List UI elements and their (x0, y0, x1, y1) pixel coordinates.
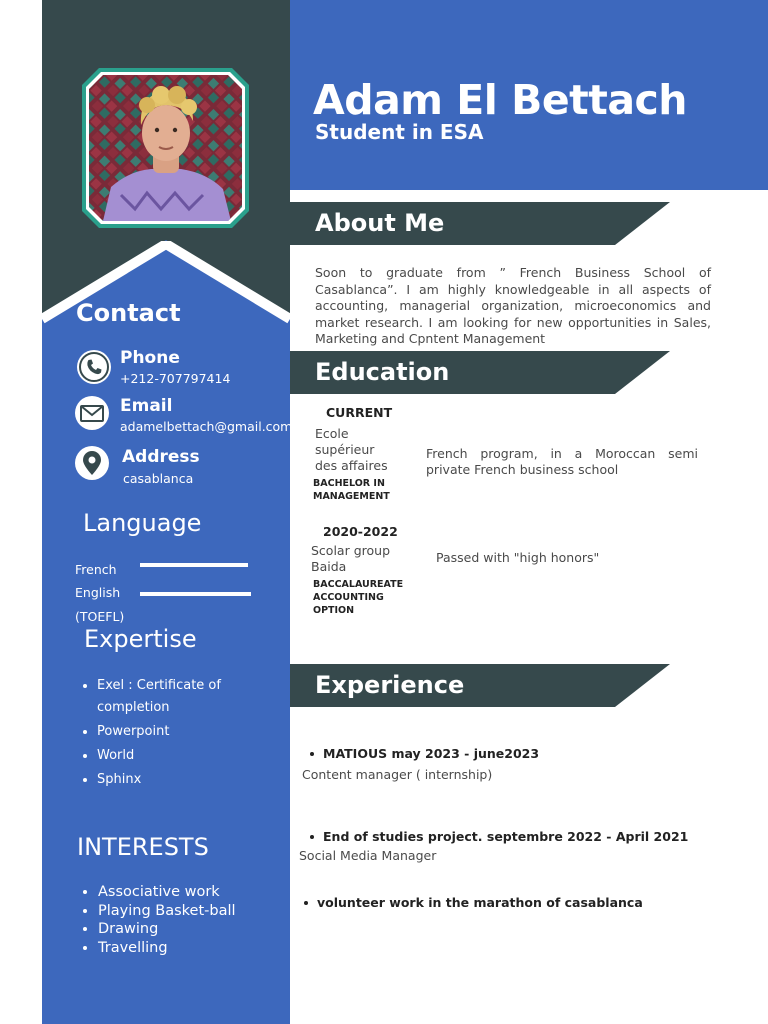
language-heading: Language (83, 509, 202, 537)
experience-heading: Experience (315, 671, 465, 699)
address-label: Address (122, 447, 200, 467)
profile-photo (89, 75, 242, 221)
education-school: Ecole supérieur des affaires (315, 426, 388, 473)
envelope-icon (75, 396, 109, 430)
contact-heading: Contact (76, 299, 181, 327)
language-note: (TOEFL) (75, 609, 125, 624)
list-item: • Drawing (98, 920, 288, 939)
experience-title: End of studies project. septembre 2022 - April 2021 (310, 829, 688, 844)
email-label: Email (120, 396, 173, 416)
interests-list (76, 883, 288, 957)
education-heading: Education (315, 358, 450, 386)
email-value[interactable]: adamelbettach@gmail.com (120, 419, 293, 434)
education-period: 2020-2022 (323, 524, 398, 539)
phone-label: Phone (120, 348, 180, 368)
experience-role: Social Media Manager (299, 848, 437, 863)
person-subtitle: Student in ESA (315, 120, 484, 144)
interests-heading: INTERESTS (77, 833, 209, 861)
profile-photo-frame (82, 68, 249, 228)
education-school: Scolar group Baida (311, 543, 391, 574)
education-description: Passed with "high honors" (436, 550, 600, 565)
person-name: Adam El Bettach (313, 76, 687, 124)
list-item: • Exel : Certificate of completion (97, 675, 257, 719)
education-description: French program, in a Moroccan semi private French business school (426, 446, 698, 477)
list-item: • Sphinx (97, 769, 257, 791)
about-text: Soon to graduate from ” French Business School of Casablanca”. I am highly knowledgeable in all aspects of accounting, managerial organization, microeconomics and market research. I am looking for new opportunities in Sales, Marketing and Cpntent Management (315, 265, 711, 347)
language-name: French (75, 562, 117, 577)
phone-icon (77, 350, 111, 384)
list-item: • Travelling (98, 939, 288, 958)
list-item: • Associative work (98, 883, 288, 902)
expertise-list (75, 675, 257, 793)
expertise-heading: Expertise (84, 625, 197, 653)
location-pin-icon (75, 446, 109, 480)
language-name: English (75, 585, 121, 600)
education-period: CURRENT (326, 405, 393, 420)
list-item: • World (97, 745, 257, 767)
address-value: casablanca (123, 471, 194, 486)
language-level-bar (140, 563, 248, 567)
education-degree: BACHELOR IN MANAGEMENT (313, 478, 390, 502)
list-item: • Playing Basket-ball (98, 902, 288, 921)
experience-title: MATIOUS may 2023 - june2023 (310, 746, 539, 761)
phone-value[interactable]: +212-707797414 (120, 371, 231, 386)
language-level-bar (140, 592, 251, 596)
experience-role: Content manager ( internship) (302, 767, 493, 782)
experience-title: volunteer work in the marathon of casablanca (304, 895, 643, 910)
about-heading: About Me (315, 209, 445, 237)
education-degree: BACCALAUREATE ACCOUNTING OPTION (313, 579, 404, 616)
list-item: • Powerpoint (97, 721, 257, 743)
